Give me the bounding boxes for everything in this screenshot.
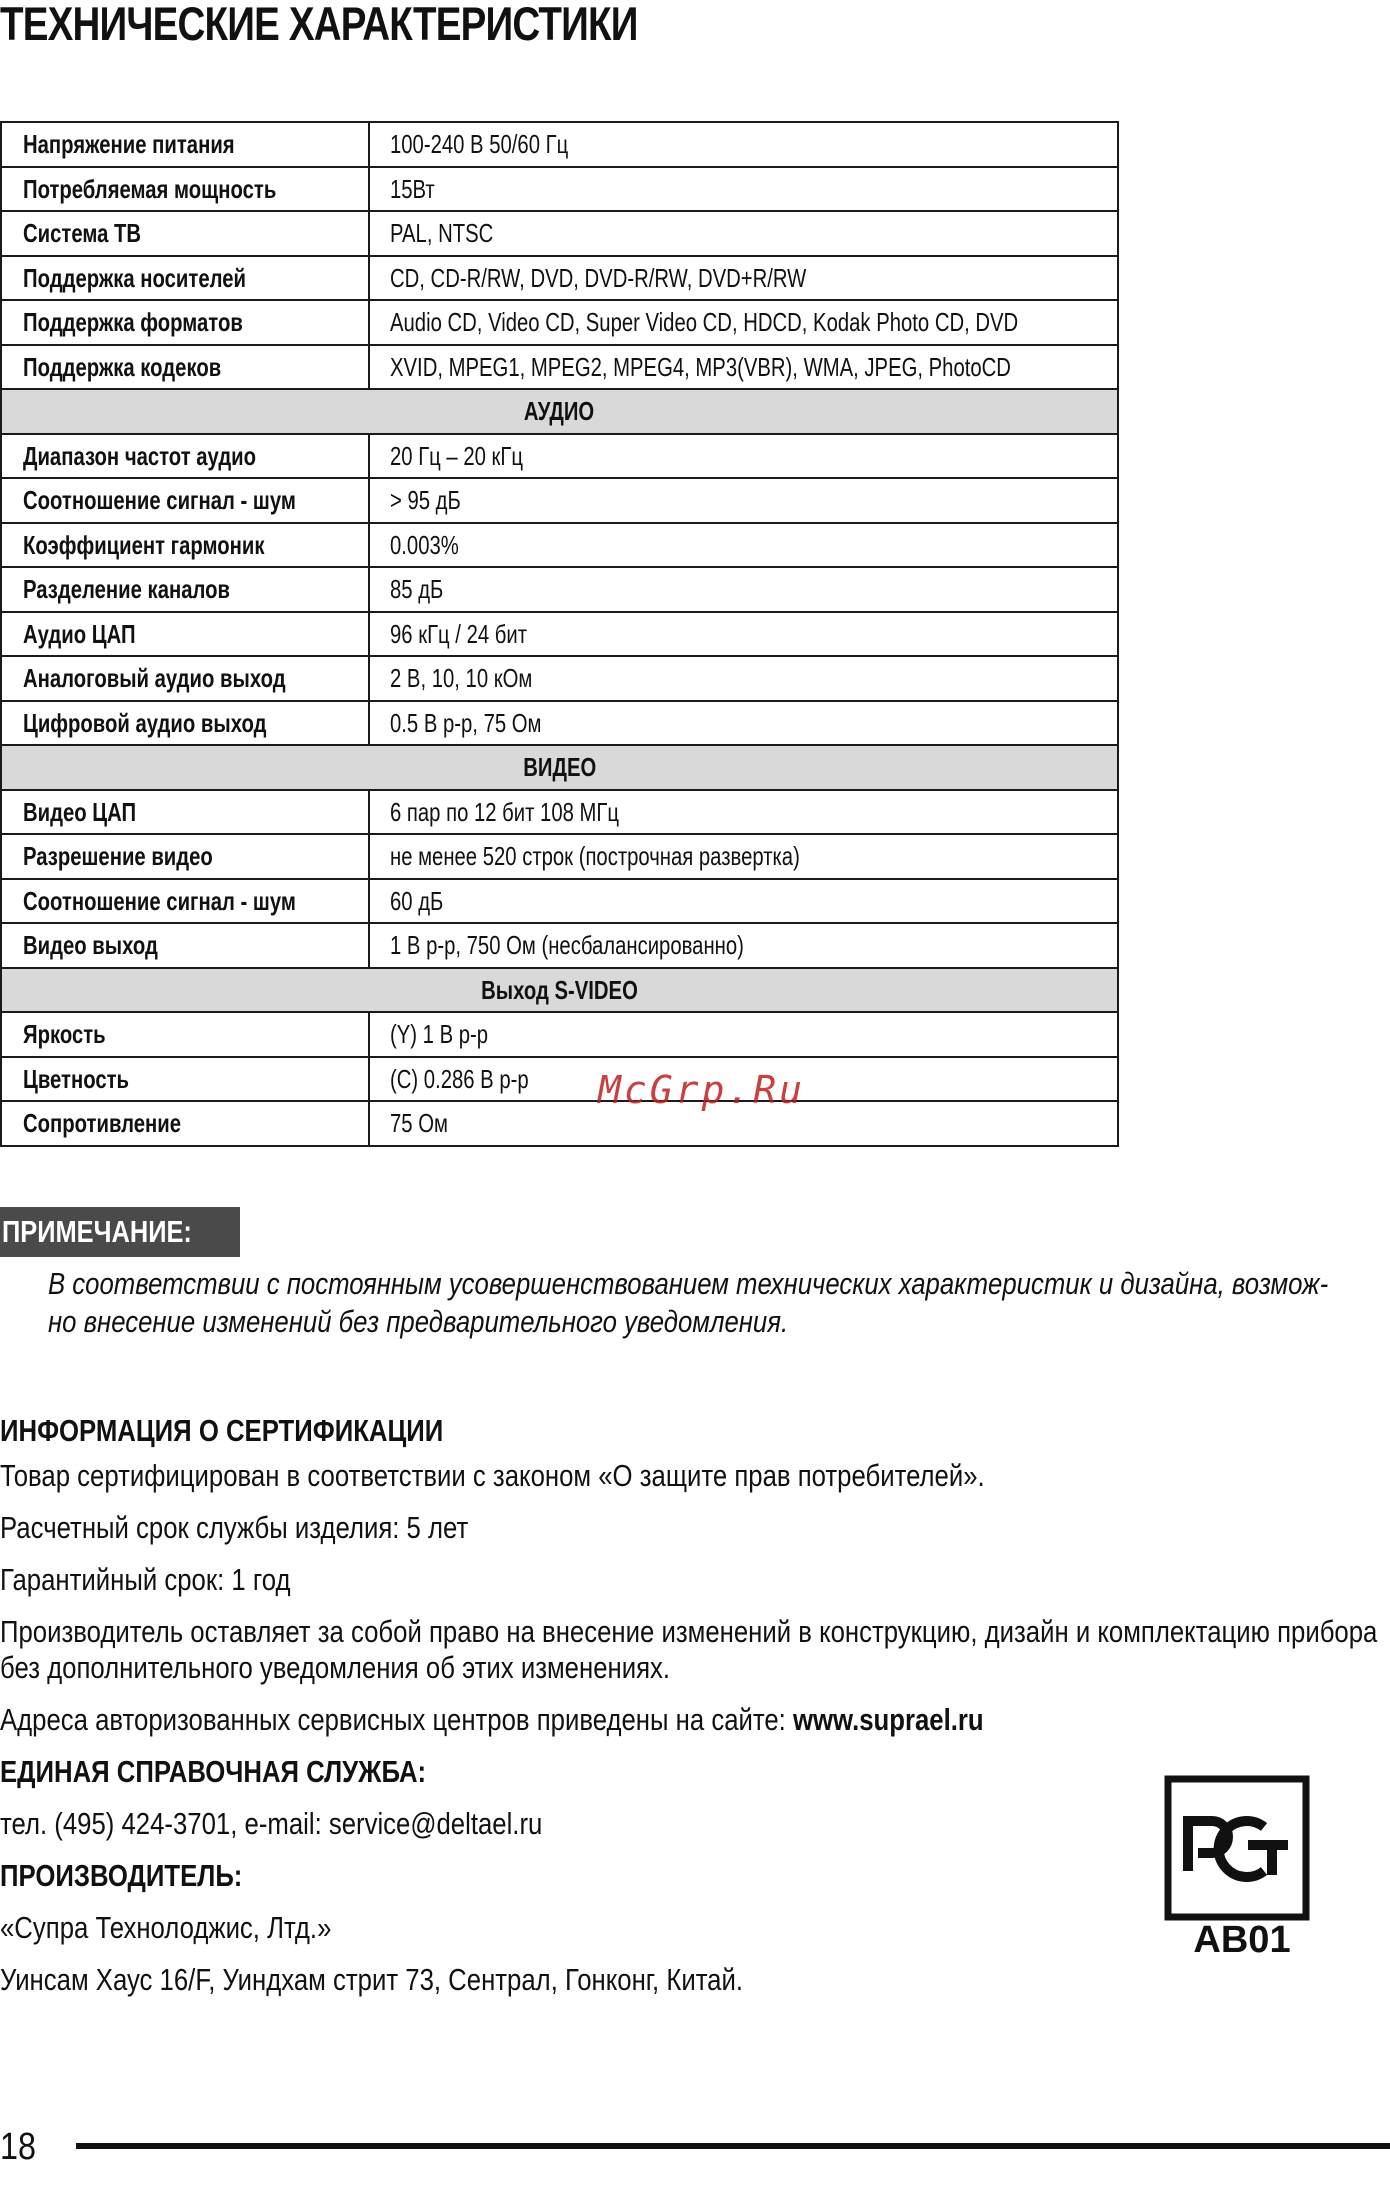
spec-label: Аудио ЦАП (1, 612, 369, 657)
spec-label: Напряжение питания (1, 122, 369, 167)
spec-value: Audio CD, Video CD, Super Video CD, HDCD, Kodak Photo CD, DVD (369, 300, 1118, 345)
spec-row (1, 923, 1118, 968)
spec-value: 75 Ом (369, 1101, 1118, 1146)
spec-label: Разрешение видео (1, 834, 369, 879)
page-title: ТЕХНИЧЕСКИЕ ХАРАКТЕРИСТИКИ (0, 0, 638, 50)
spec-label: Сопротивление (1, 1101, 369, 1146)
spec-label: Поддержка носителей (1, 256, 369, 301)
page-number: 18 (0, 2126, 36, 2168)
spec-row (1, 167, 1118, 212)
rights-text: Производитель оставляет за собой право на внесение изменений в конструкцию, дизайн и комплектацию прибора без дополнительного уведомления об этих изменениях. (0, 1614, 1378, 1685)
helpdesk-contacts: тел. (495) 424-3701, e-mail: service@deltael.ru (0, 1806, 543, 1841)
spec-row (1, 345, 1118, 390)
helpdesk-heading: ЕДИНАЯ СПРАВОЧНАЯ СЛУЖБА: (0, 1754, 427, 1789)
spec-label: Потребляемая мощность (1, 167, 369, 212)
spec-row (1, 656, 1118, 701)
spec-label: Система ТВ (1, 211, 369, 256)
spec-row (1, 523, 1118, 568)
spec-value: 2 В, 10, 10 кОм (369, 656, 1118, 701)
specs-table (0, 121, 1119, 1147)
spec-value: (Y) 1 В p-p (369, 1012, 1118, 1057)
certification-heading: ИНФОРМАЦИЯ О СЕРТИФИКАЦИИ (0, 1413, 444, 1448)
spec-row (1, 701, 1118, 746)
spec-row (1, 434, 1118, 479)
spec-section-header: ВИДЕО (1, 745, 1118, 790)
spec-value: PAL, NTSC (369, 211, 1118, 256)
spec-label: Диапазон частот аудио (1, 434, 369, 479)
spec-label: Видео ЦАП (1, 790, 369, 835)
spec-label: Поддержка форматов (1, 300, 369, 345)
spec-label: Поддержка кодеков (1, 345, 369, 390)
spec-value: 6 пар по 12 бит 108 МГц (369, 790, 1118, 835)
website-link[interactable]: www.suprael.ru (792, 1702, 984, 1737)
spec-row (1, 478, 1118, 523)
spec-row (1, 879, 1118, 924)
spec-value: CD, CD-R/RW, DVD, DVD-R/RW, DVD+R/RW (369, 256, 1118, 301)
spec-row (1, 1101, 1118, 1146)
note-label: ПРИМЕЧАНИЕ: (0, 1207, 240, 1257)
footer-rule (76, 2143, 1390, 2149)
spec-section-header: Выход S-VIDEO (1, 968, 1118, 1013)
note-line-1: В соответствии с постоянным усовершенствованием технических характеристик и дизайна, возмож- (48, 1266, 1329, 1301)
warranty-text: Гарантийный срок: 1 год (0, 1562, 291, 1597)
manufacturer-heading: ПРОИЗВОДИТЕЛЬ: (0, 1858, 243, 1893)
spec-value: 20 Гц – 20 кГц (369, 434, 1118, 479)
service-centers-text: Адреса авторизованных сервисных центров приведены на сайте: www.suprael.ru (0, 1702, 984, 1737)
spec-label: Коэффициент гармоник (1, 523, 369, 568)
spec-row (1, 211, 1118, 256)
note-text (48, 1265, 1378, 1341)
spec-value: 1 В p-p, 750 Ом (несбалансированно) (369, 923, 1118, 968)
spec-row (1, 256, 1118, 301)
manufacturer-address: Уинсам Хаус 16/F, Уиндхам стрит 73, Сентрал, Гонконг, Китай. (0, 1962, 744, 1997)
spec-row (1, 612, 1118, 657)
spec-label: Разделение каналов (1, 567, 369, 612)
spec-label: Видео выход (1, 923, 369, 968)
spec-row (1, 1057, 1118, 1102)
manufacturer-name: «Супра Технолоджис, Лтд.» (0, 1910, 332, 1945)
spec-value: 15Вт (369, 167, 1118, 212)
note-line-2: но внесение изменений без предварительного уведомления. (48, 1304, 789, 1339)
spec-label: Цветность (1, 1057, 369, 1102)
spec-value: не менее 520 строк (построчная развертка) (369, 834, 1118, 879)
spec-row (1, 122, 1118, 167)
spec-label: Яркость (1, 1012, 369, 1057)
spec-row (1, 567, 1118, 612)
watermark: McGrp.Ru (598, 1068, 806, 1112)
rst-certification-mark-icon (1164, 1775, 1310, 1921)
spec-value: 0.003% (369, 523, 1118, 568)
spec-row (1, 1012, 1118, 1057)
spec-value: 85 дБ (369, 567, 1118, 612)
certified-text: Товар сертифицирован в соответствии с законом «О защите прав потребителей». (0, 1458, 985, 1493)
spec-label: Аналоговый аудио выход (1, 656, 369, 701)
spec-row (1, 790, 1118, 835)
spec-label: Цифровой аудио выход (1, 701, 369, 746)
spec-value: 0.5 В p-p, 75 Ом (369, 701, 1118, 746)
spec-value: 60 дБ (369, 879, 1118, 924)
spec-row (1, 300, 1118, 345)
spec-label: Соотношение сигнал - шум (1, 478, 369, 523)
spec-value: (C) 0.286 В p-p (369, 1057, 1118, 1102)
spec-value: 100-240 В 50/60 Гц (369, 122, 1118, 167)
spec-value: 96 кГц / 24 бит (369, 612, 1118, 657)
cert-code: АВ01 (1193, 1919, 1291, 1961)
spec-value: XVID, MPEG1, MPEG2, MPEG4, MP3(VBR), WMA, JPEG, PhotoCD (369, 345, 1118, 390)
spec-row (1, 834, 1118, 879)
spec-section-header: АУДИО (1, 389, 1118, 434)
spec-value: > 95 дБ (369, 478, 1118, 523)
service-life-text: Расчетный срок службы изделия: 5 лет (0, 1510, 469, 1545)
spec-label: Соотношение сигнал - шум (1, 879, 369, 924)
